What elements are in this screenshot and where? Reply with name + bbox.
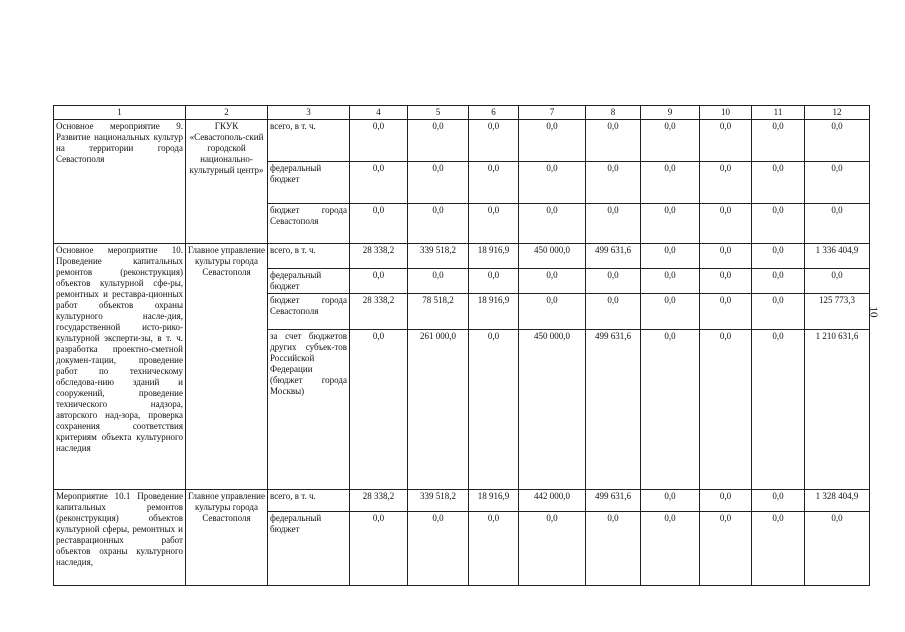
amount-cell: 0,0 bbox=[700, 490, 752, 512]
column-number: 2 bbox=[186, 106, 268, 120]
amount-cell: 0,0 bbox=[641, 162, 700, 204]
table-row bbox=[54, 490, 870, 512]
amount-cell: 0,0 bbox=[408, 204, 469, 244]
amount-cell: 0,0 bbox=[700, 330, 752, 490]
amount-cell: 0,0 bbox=[350, 512, 408, 586]
amount-cell: 0,0 bbox=[408, 162, 469, 204]
amount-cell: 0,0 bbox=[586, 512, 641, 586]
amount-cell: 28 338,2 bbox=[350, 244, 408, 269]
amount-cell: 0,0 bbox=[350, 269, 408, 294]
amount-cell: 18 916,9 bbox=[469, 294, 519, 330]
amount-cell: 0,0 bbox=[519, 512, 586, 586]
amount-cell: 0,0 bbox=[752, 120, 805, 162]
activity-cell: Основное мероприятие 10. Проведение капитальных ремонтов (реконструкция) объектов культурной сфе-ры, ремонтных и реставра-ционных работ объектов охраны культурного насле-дия, государственной исто-рико-культурной эксперти-зы, в т. ч. разработка проектно-сметной докумен-тации, проведение работ по техническому обследова-нию зданий и сооружений, проведение технического надзора, авторского над-зора, проверка сохранения соответствия критериям объекта культурного наследия bbox=[54, 244, 186, 490]
amount-cell: 0,0 bbox=[700, 120, 752, 162]
amount-cell: 442 000,0 bbox=[519, 490, 586, 512]
amount-cell: 0,0 bbox=[350, 330, 408, 490]
amount-cell: 0,0 bbox=[469, 330, 519, 490]
funding-source-cell: всего, в т. ч. bbox=[268, 120, 350, 162]
amount-cell: 0,0 bbox=[805, 120, 870, 162]
amount-cell: 0,0 bbox=[408, 269, 469, 294]
column-number: 8 bbox=[586, 106, 641, 120]
amount-cell: 1 336 404,9 bbox=[805, 244, 870, 269]
executor-cell: ГКУК «Севастополь-ский городской национально-культурный центр» bbox=[186, 120, 268, 244]
amount-cell: 339 518,2 bbox=[408, 244, 469, 269]
column-number: 5 bbox=[408, 106, 469, 120]
amount-cell: 0,0 bbox=[641, 330, 700, 490]
amount-cell: 0,0 bbox=[641, 490, 700, 512]
amount-cell: 499 631,6 bbox=[586, 244, 641, 269]
amount-cell: 0,0 bbox=[700, 512, 752, 586]
activity-cell: Основное мероприятие 9. Развитие национальных культур на территории города Севастополя bbox=[54, 120, 186, 244]
amount-cell: 0,0 bbox=[752, 512, 805, 586]
amount-cell: 28 338,2 bbox=[350, 490, 408, 512]
amount-cell: 0,0 bbox=[752, 330, 805, 490]
amount-cell: 0,0 bbox=[469, 204, 519, 244]
funding-source-cell: федеральный бюджет bbox=[268, 512, 350, 586]
funding-source-cell: федеральный бюджет bbox=[268, 162, 350, 204]
amount-cell: 78 518,2 bbox=[408, 294, 469, 330]
column-number: 4 bbox=[350, 106, 408, 120]
amount-cell: 0,0 bbox=[586, 294, 641, 330]
amount-cell: 18 916,9 bbox=[469, 244, 519, 269]
funding-source-cell: за счет бюджетов других субъек-тов Российской Федерации (бюджет города Москвы) bbox=[268, 330, 350, 490]
amount-cell: 0,0 bbox=[752, 162, 805, 204]
amount-cell: 0,0 bbox=[805, 512, 870, 586]
amount-cell: 1 328 404,9 bbox=[805, 490, 870, 512]
executor-cell: Главное управление культуры города Севастополя bbox=[186, 244, 268, 490]
amount-cell: 450 000,0 bbox=[519, 330, 586, 490]
amount-cell: 0,0 bbox=[350, 120, 408, 162]
amount-cell: 0,0 bbox=[519, 204, 586, 244]
amount-cell: 0,0 bbox=[519, 162, 586, 204]
column-number: 3 bbox=[268, 106, 350, 120]
column-number: 6 bbox=[469, 106, 519, 120]
amount-cell: 450 000,0 bbox=[519, 244, 586, 269]
amount-cell: 0,0 bbox=[469, 269, 519, 294]
amount-cell: 0,0 bbox=[700, 294, 752, 330]
amount-cell: 0,0 bbox=[408, 120, 469, 162]
activity-cell: Мероприятие 10.1 Проведение капитальных ремонтов (реконструкция) объектов культурной сферы, ремонтных и реставрационных работ объектов охраны культурного наследия, bbox=[54, 490, 186, 586]
amount-cell: 0,0 bbox=[350, 204, 408, 244]
amount-cell: 339 518,2 bbox=[408, 490, 469, 512]
amount-cell: 0,0 bbox=[752, 269, 805, 294]
column-number: 7 bbox=[519, 106, 586, 120]
amount-cell: 0,0 bbox=[641, 512, 700, 586]
amount-cell: 0,0 bbox=[519, 120, 586, 162]
page-number: 10 bbox=[867, 306, 880, 318]
amount-cell: 0,0 bbox=[469, 512, 519, 586]
amount-cell: 0,0 bbox=[752, 204, 805, 244]
amount-cell: 0,0 bbox=[641, 269, 700, 294]
column-number-row bbox=[54, 106, 870, 120]
table-row bbox=[54, 120, 870, 162]
amount-cell: 261 000,0 bbox=[408, 330, 469, 490]
column-number: 10 bbox=[700, 106, 752, 120]
amount-cell: 0,0 bbox=[641, 294, 700, 330]
amount-cell: 0,0 bbox=[469, 162, 519, 204]
column-number: 12 bbox=[805, 106, 870, 120]
amount-cell: 125 773,3 bbox=[805, 294, 870, 330]
amount-cell: 0,0 bbox=[752, 490, 805, 512]
amount-cell: 0,0 bbox=[805, 269, 870, 294]
column-number: 1 bbox=[54, 106, 186, 120]
amount-cell: 0,0 bbox=[519, 294, 586, 330]
table-row bbox=[54, 244, 870, 269]
amount-cell: 0,0 bbox=[752, 294, 805, 330]
funding-source-cell: федеральный бюджет bbox=[268, 269, 350, 294]
amount-cell: 0,0 bbox=[641, 244, 700, 269]
amount-cell: 0,0 bbox=[408, 512, 469, 586]
amount-cell: 28 338,2 bbox=[350, 294, 408, 330]
amount-cell: 0,0 bbox=[700, 269, 752, 294]
budget-table bbox=[53, 105, 870, 586]
amount-cell: 0,0 bbox=[805, 162, 870, 204]
amount-cell: 1 210 631,6 bbox=[805, 330, 870, 490]
amount-cell: 0,0 bbox=[586, 204, 641, 244]
amount-cell: 0,0 bbox=[641, 204, 700, 244]
amount-cell: 0,0 bbox=[469, 120, 519, 162]
amount-cell: 0,0 bbox=[805, 204, 870, 244]
amount-cell: 0,0 bbox=[350, 162, 408, 204]
amount-cell: 0,0 bbox=[700, 204, 752, 244]
funding-source-cell: всего, в т. ч. bbox=[268, 244, 350, 269]
column-number: 11 bbox=[752, 106, 805, 120]
funding-source-cell: бюджет города Севастополя bbox=[268, 294, 350, 330]
amount-cell: 499 631,6 bbox=[586, 330, 641, 490]
funding-source-cell: бюджет города Севастополя bbox=[268, 204, 350, 244]
amount-cell: 0,0 bbox=[586, 120, 641, 162]
amount-cell: 0,0 bbox=[641, 120, 700, 162]
amount-cell: 0,0 bbox=[752, 244, 805, 269]
amount-cell: 0,0 bbox=[700, 162, 752, 204]
amount-cell: 0,0 bbox=[700, 244, 752, 269]
amount-cell: 18 916,9 bbox=[469, 490, 519, 512]
amount-cell: 0,0 bbox=[586, 162, 641, 204]
executor-cell: Главное управление культуры города Севастополя bbox=[186, 490, 268, 586]
amount-cell: 0,0 bbox=[586, 269, 641, 294]
amount-cell: 499 631,6 bbox=[586, 490, 641, 512]
column-number: 9 bbox=[641, 106, 700, 120]
amount-cell: 0,0 bbox=[519, 269, 586, 294]
funding-source-cell: всего, в т. ч. bbox=[268, 490, 350, 512]
